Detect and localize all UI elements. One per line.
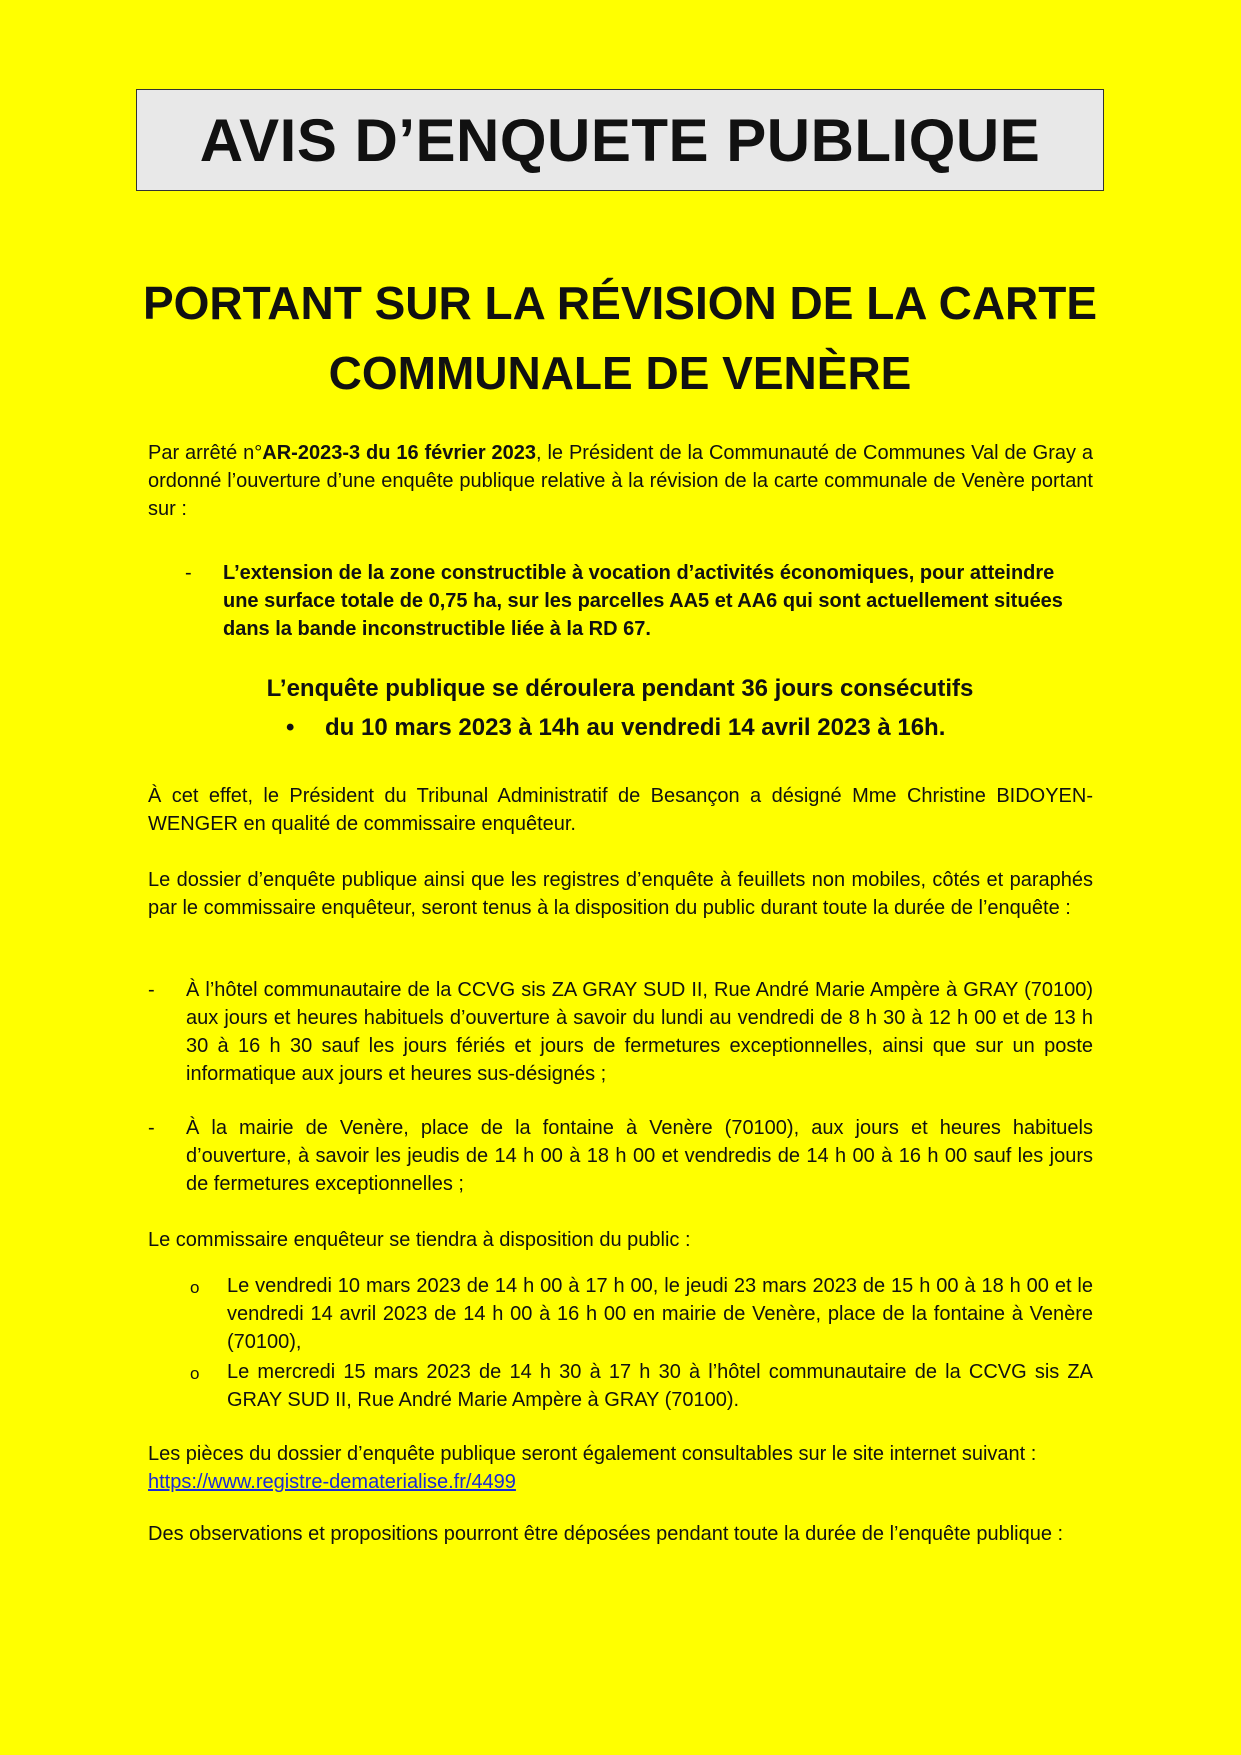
website-link[interactable]: https://www.registre-dematerialise.fr/4499 [148, 1471, 516, 1493]
circle-bullet-icon: o [190, 1278, 200, 1297]
permanence-item-venere: Le vendredi 10 mars 2023 de 14 h 00 à 17 h 00, le jeudi 23 mars 2023 de 15 h 00 à 18 h 00 et le vendredi 14 avril 2023 de 14 h 00 à 16 h 00 en mairie de Venère, place de la fontaine à Venère (70100), [227, 1275, 1093, 1353]
commissioner-paragraph: À cet effet, le Président du Tribunal Administratif de Besançon a désigné Mme Christine BIDOYEN-WENGER en qualité de commissaire enquêteur. [148, 785, 1093, 835]
intro-paragraph [148, 439, 1093, 523]
permanences-intro: Le commissaire enquêteur se tiendra à disposition du public : [148, 1229, 691, 1251]
circle-bullet-icon: o [190, 1364, 200, 1383]
website-text: Les pièces du dossier d’enquête publique seront également consultables sur le site internet suivant : [148, 1443, 1037, 1465]
subtitle-line-1: PORTANT SUR LA RÉVISION DE LA CARTE [142, 277, 1098, 329]
dates-line: du 10 mars 2023 à 14h au vendredi 14 avril 2023 à 16h. [325, 714, 946, 741]
page-title: AVIS D’ENQUETE PUBLIQUE [199, 106, 1041, 174]
subject-item: L’extension de la zone constructible à vocation d’activités économiques, pour atteindre une surface totale de 0,75 ha, sur les parcelles AA5 et AA6 qui sont actuellement situées dans la bande inconstructible liée à la RD 67. [223, 562, 1063, 640]
location-dash: - [148, 1117, 155, 1139]
location-item-hotel: À l’hôtel communautaire de la CCVG sis ZA GRAY SUD II, Rue André Marie Ampère à GRAY (70100) aux jours et heures habituels d’ouverture à savoir du lundi au vendredi de 8 h 30 à 12 h 00 et de 13 h 30 à 16 h 30 sauf les jours fériés et jours de fermetures exceptionnelles, ainsi que sur un poste informatique aux jours et heures sus-désignés ; [186, 979, 1093, 1085]
subtitle [120, 268, 1120, 408]
subject-dash: - [185, 562, 192, 584]
website-paragraph [148, 1440, 1093, 1496]
dates-bullet: • [286, 714, 295, 741]
subtitle-line-2: COMMUNALE DE VENÈRE [328, 347, 912, 399]
title-box [136, 89, 1104, 191]
duration-line: L’enquête publique se déroulera pendant 36 jours consécutifs [266, 675, 974, 702]
intro-part-1: Par arrêté n° [148, 442, 263, 464]
location-item-mairie: À la mairie de Venère, place de la fontaine à Venère (70100), aux jours et heures habituels d’ouverture, à savoir les jeudis de 14 h 00 à 18 h 00 et vendredis de 14 h 00 à 16 h 00 sauf les jours de fermetures exceptionnelles ; [186, 1117, 1093, 1195]
permanence-item-gray: Le mercredi 15 mars 2023 de 14 h 30 à 17 h 30 à l’hôtel communautaire de la CCVG sis ZA GRAY SUD II, Rue André Marie Ampère à GRAY (70100). [227, 1361, 1093, 1411]
location-dash: - [148, 979, 155, 1001]
observations-paragraph: Des observations et propositions pourront être déposées pendant toute la durée de l’enquête publique : [148, 1523, 1064, 1545]
dossier-paragraph: Le dossier d’enquête publique ainsi que les registres d’enquête à feuillets non mobiles, côtés et paraphés par le commissaire enquêteur, seront tenus à la disposition du public durant toute la durée de l’enquête : [148, 869, 1093, 919]
intro-part-2: , le Président de la Communauté de Communes Val de Gray a ordonné l’ouverture d’une enquête publique relative à la révision de la carte communale de Venère portant sur : [148, 442, 1094, 520]
decree-reference: AR-2023-3 du 16 février 2023 [262, 442, 537, 464]
